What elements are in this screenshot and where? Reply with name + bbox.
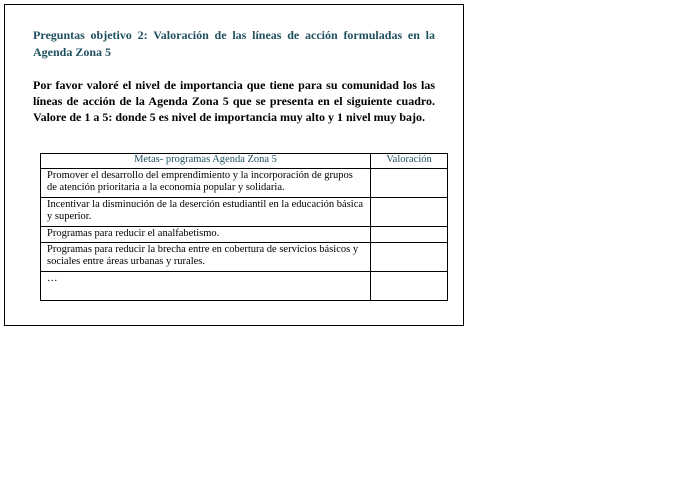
goal-column-header: Metas- programas Agenda Zona 5 <box>41 154 371 169</box>
goal-cell: … <box>41 272 371 301</box>
score-cell[interactable] <box>371 243 448 272</box>
instructions-paragraph: Por favor valoré el nivel de importancia que tiene para su comunidad los las líneas de acción de la Agenda Zona 5 que se presenta en el siguiente cuadro. Valore de 1 a 5: donde 5 es nivel de importancia muy alto y 1 nivel muy bajo. <box>33 78 435 124</box>
goal-cell: Incentivar la disminución de la deserción estudiantil en la educación básica y superior. <box>41 198 371 227</box>
section-heading: Preguntas objetivo 2: Valoración de las líneas de acción formuladas en la Agenda Zona 5 <box>33 28 435 59</box>
table-row <box>41 272 448 301</box>
score-cell[interactable] <box>371 272 448 301</box>
table-row <box>41 227 448 243</box>
table-row <box>41 243 448 272</box>
table-row <box>41 198 448 227</box>
score-column-header: Valoración <box>371 154 448 169</box>
table-header-row <box>41 154 448 169</box>
score-cell[interactable] <box>371 227 448 243</box>
goals-table <box>40 153 448 301</box>
score-cell[interactable] <box>371 198 448 227</box>
goal-cell: Promover el desarrollo del emprendimiento y la incorporación de grupos de atención prioritaria a la economía popular y solidaria. <box>41 169 371 198</box>
score-cell[interactable] <box>371 169 448 198</box>
goal-cell: Programas para reducir la brecha entre en cobertura de servicios básicos y sociales entre áreas urbanas y rurales. <box>41 243 371 272</box>
table-row <box>41 169 448 198</box>
goal-cell: Programas para reducir el analfabetismo. <box>41 227 371 243</box>
document-frame <box>4 4 464 326</box>
